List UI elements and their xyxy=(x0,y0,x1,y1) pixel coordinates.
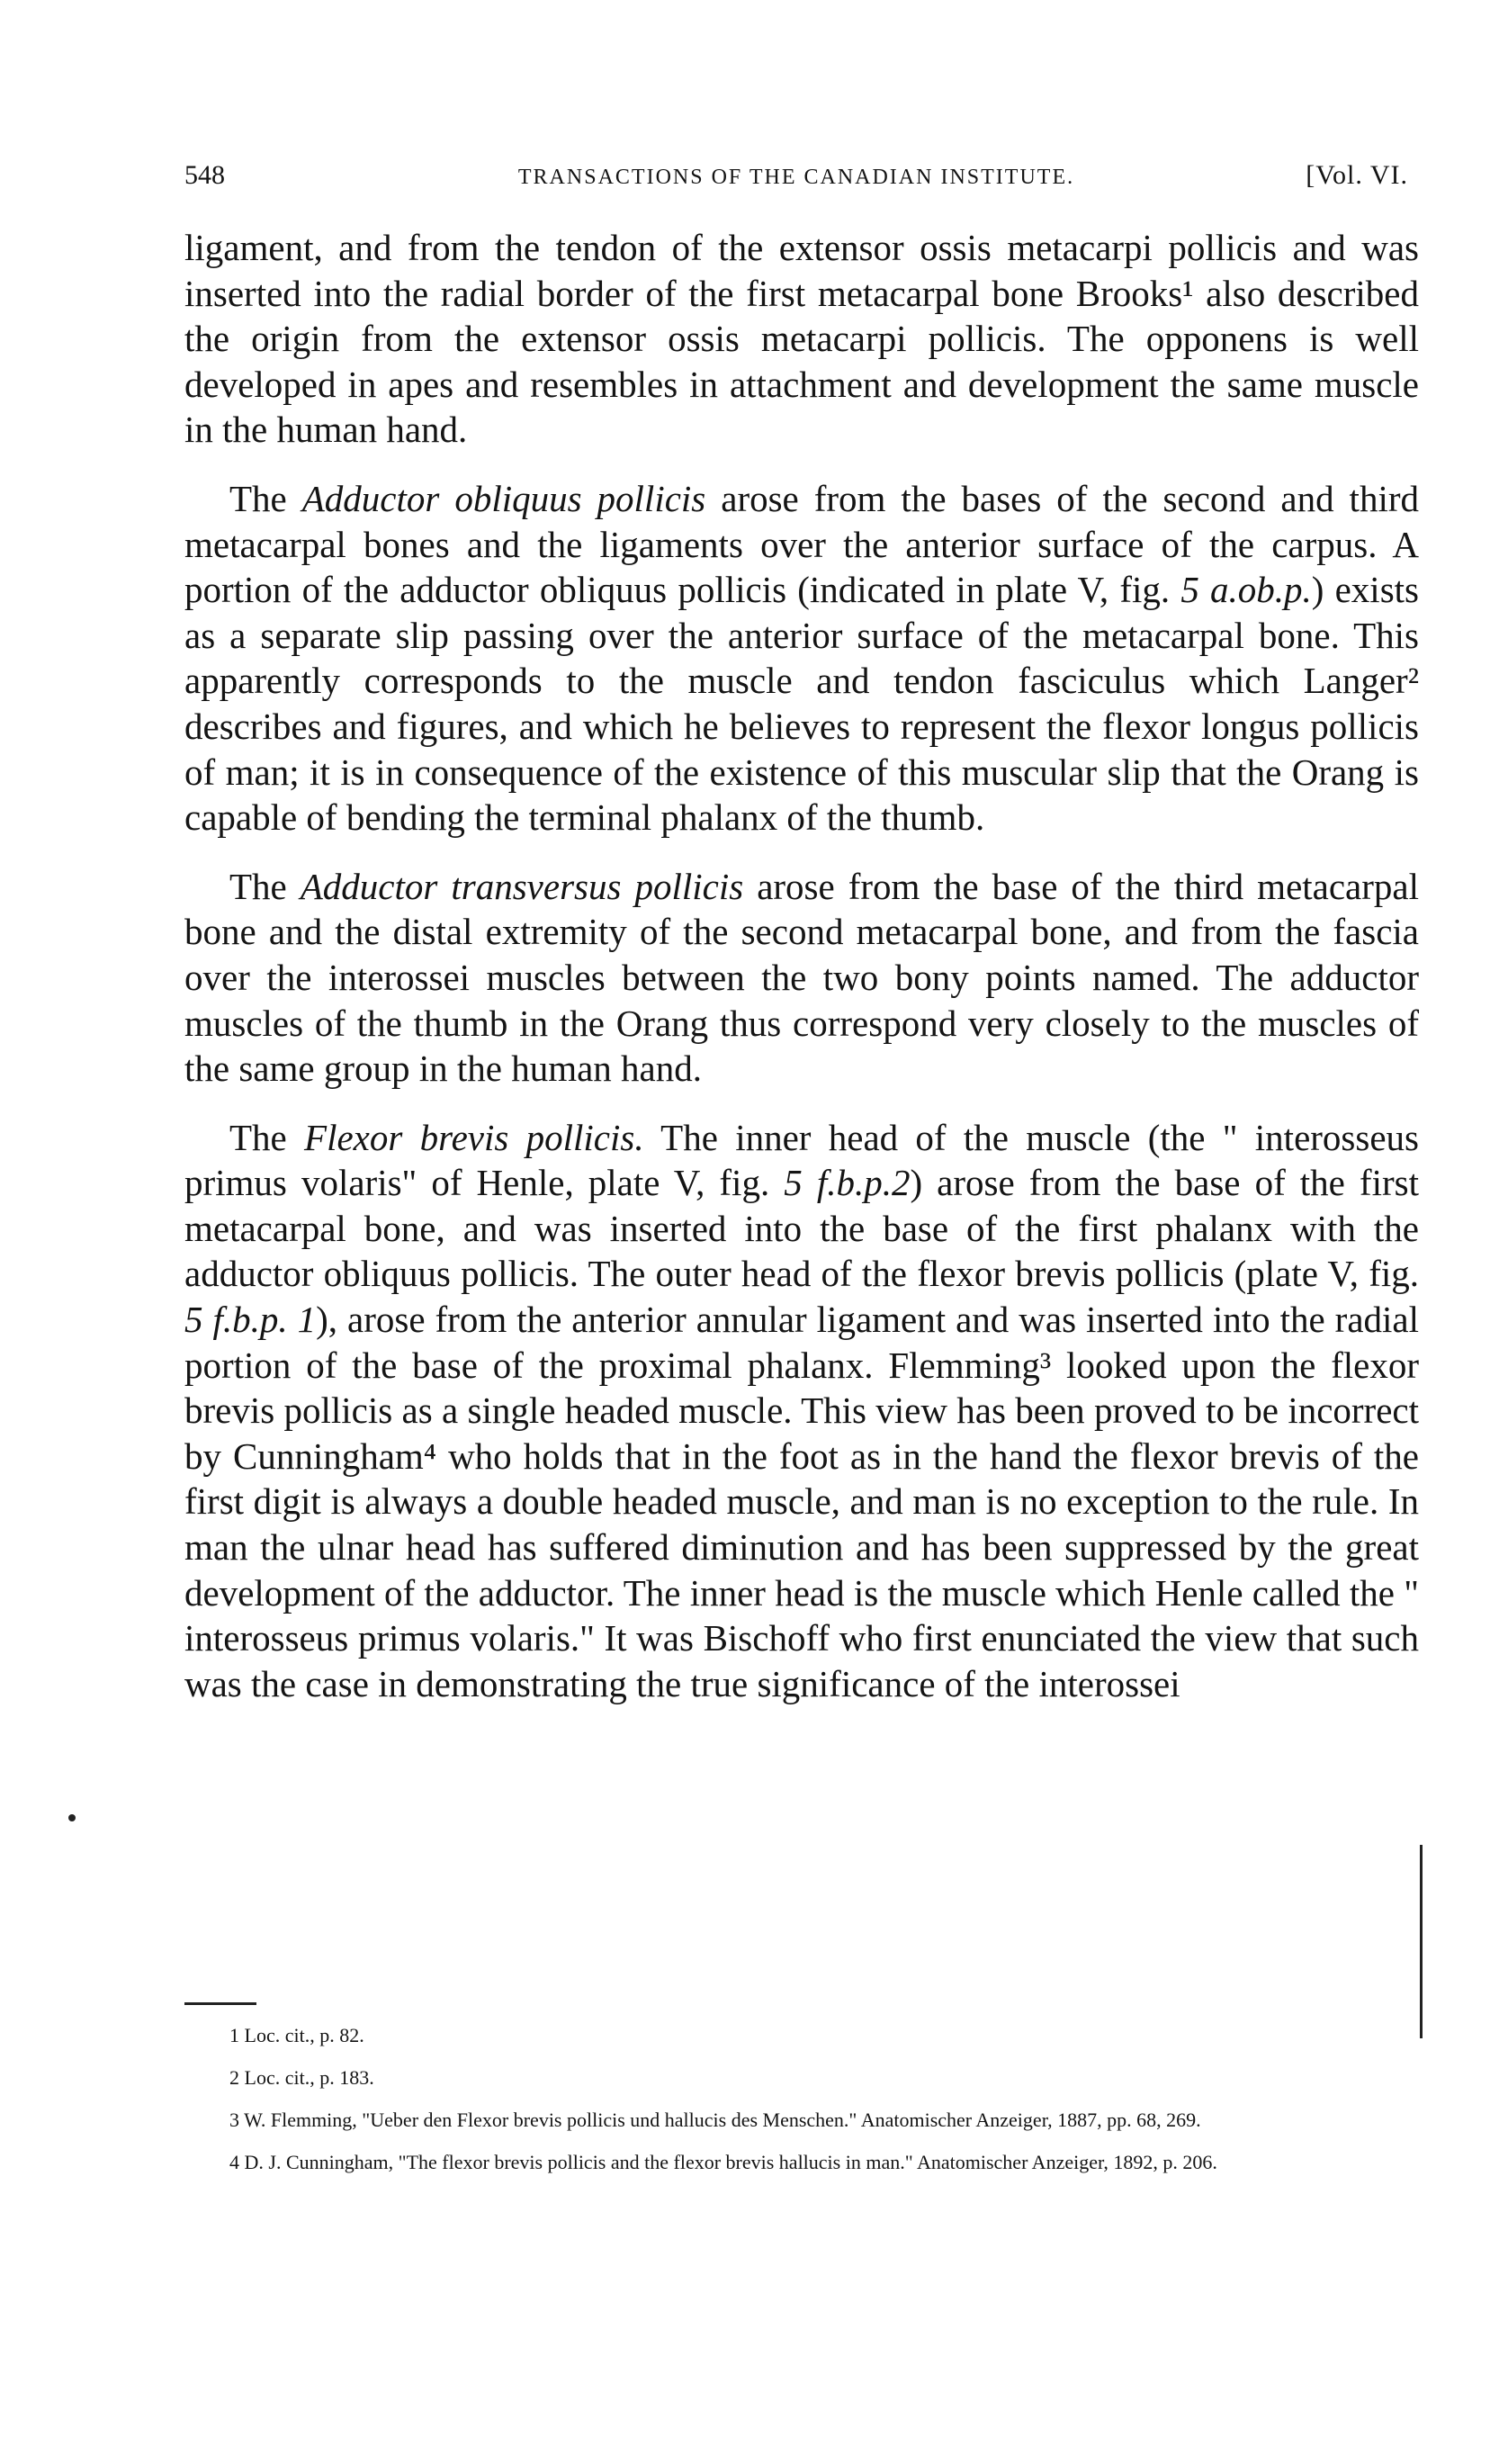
footnote-divider xyxy=(184,2002,256,2005)
paragraph-4-text-b: The inner head of the muscle (the " interosseus primus volaris" of Henle, plate V, fig. xyxy=(184,1116,1419,1204)
term-flexor-brevis: Flexor brevis pollicis. xyxy=(304,1116,644,1158)
figure-ref-fbp2: 5 f.b.p.2 xyxy=(784,1162,911,1204)
volume-label: [Vol. VI. xyxy=(1306,160,1408,190)
paragraph-2-text-a: The xyxy=(229,477,302,519)
body-text xyxy=(184,225,1419,1730)
paragraph-adductor-obliquus xyxy=(184,476,1419,841)
paragraph-4-text-c: ) arose from the base of the first metacarpal bone, and was inserted into the base of the first phalanx with the adductor obliquus pollicis. The outer head of the flexor brevis pollicis (plate V, fig. xyxy=(184,1162,1419,1295)
footnote-1: 1 Loc. cit., p. 82. xyxy=(229,2024,364,2046)
footnote-2: 2 Loc. cit., p. 183. xyxy=(229,2066,374,2089)
paragraph-4-text-a: The xyxy=(229,1116,305,1158)
margin-rule xyxy=(1420,1845,1423,2038)
paragraph-1-text: ligament, and from the tendon of the extensor ossis metacarpi pollicis and was inserted into the radial border of the first metacarpal bone Brooks¹ also described the origin from the extensor ossis metacarpi pollicis. The opponens is well developed in apes and resembles in attachment and development the same muscle in the human hand. xyxy=(184,227,1419,451)
running-head xyxy=(184,160,1408,205)
paragraph-2-text-c: ) exists as a separate slip passing over the anterior surface of the metacarpal bone. This apparently corresponds to the muscle and tendon fasciculus which Langer² describes and figures, and which he believes to represent the flexor longus pollicis of man; it is in consequence of the existence of this muscular slip that the Orang is capable of bending the terminal phalanx of the thumb. xyxy=(184,569,1420,839)
margin-mark xyxy=(68,1814,76,1821)
paragraph-adductor-transversus xyxy=(184,864,1419,1092)
paragraph-flexor-brevis xyxy=(184,1115,1419,1707)
paragraph-1 xyxy=(184,225,1419,453)
footnote-3: 3 W. Flemming, "Ueber den Flexor brevis pollicis und hallucis des Menschen." Anatomischer Anzeiger, 1887, pp. 68, 269. xyxy=(229,2109,1201,2131)
term-adductor-transversus: Adductor transversus pollicis xyxy=(300,865,744,907)
page-number: 548 xyxy=(184,160,225,190)
paragraph-3-text-a: The xyxy=(229,865,301,907)
paragraph-2-text-b: arose from the bases of the second and third metacarpal bones and the ligaments over the anterior surface of the carpus. A portion of the adductor obliquus pollicis (indicated in plate V, fig. xyxy=(184,477,1419,611)
footnotes xyxy=(184,2021,1419,2190)
figure-ref-fbp1: 5 f.b.p. 1 xyxy=(184,1299,317,1341)
term-adductor-obliquus: Adductor obliquus pollicis xyxy=(301,477,706,519)
paragraph-3-text-b: arose from the base of the third metacarpal bone and the distal extremity of the second metacarpal bone, and from the fascia over the interossei muscles between the two bony points named. The adductor muscles of the thumb in the Orang thus correspond very closely to the muscles of the same group in the human hand. xyxy=(184,865,1419,1090)
journal-title: TRANSACTIONS OF THE CANADIAN INSTITUTE. xyxy=(517,166,1075,189)
footnote-4: 4 D. J. Cunningham, "The flexor brevis pollicis and the flexor brevis hallucis in man." Anatomischer Anzeiger, 1892, p. 206. xyxy=(229,2151,1217,2173)
figure-ref-aobp: 5 a.ob.p. xyxy=(1180,569,1312,611)
paragraph-4-text-d: ), arose from the anterior annular ligament and was inserted into the radial portion of the base of the proximal phalanx. Flemming³ looked upon the flexor brevis pollicis as a single headed muscle. This view has been proved to be incorrect by Cunningham⁴ who holds that in the foot as in the hand the flexor brevis of the first digit is always a double headed muscle, and man is no exception to the rule. In man the ulnar head has suffered diminution and has been suppressed by the great development of the adductor. The inner head is the muscle which Henle called the " interosseus primus volaris." It was Bischoff who first enunciated the view that such was the case in demonstrating the true significance of the interossei xyxy=(184,1299,1419,1704)
